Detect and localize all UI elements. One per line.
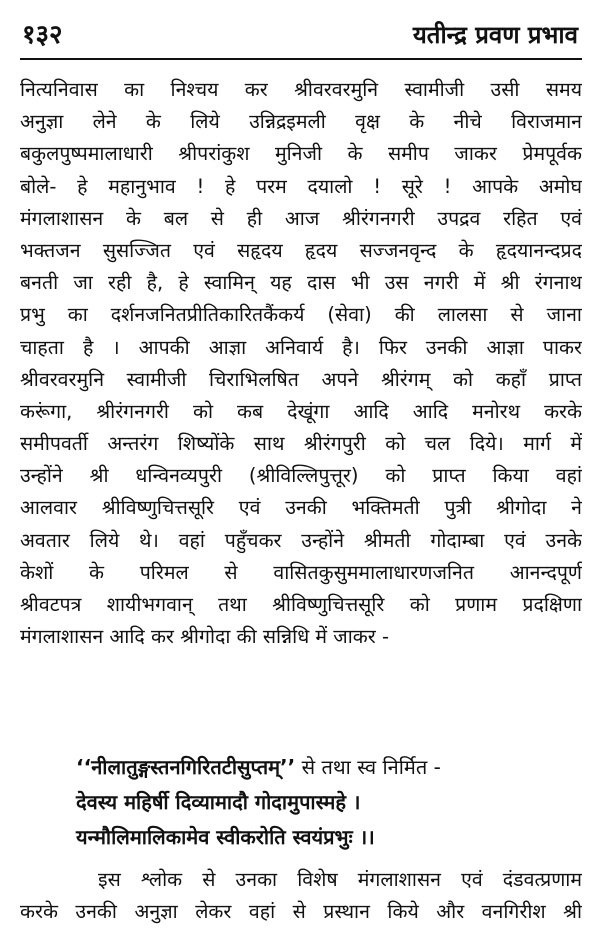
text-line: श्रीवटपत्र शायीभगवान् तथा श्रीविष्णुचित्तसूरि को प्रणाम प्रदक्षिणा: [20, 593, 582, 616]
text-line: आलवार श्रीविष्णुचित्तसूरि एवं उनकी भक्तिमती पुत्री श्रीगोदा ने: [20, 496, 582, 520]
text-line: समीपवर्ती अन्तरंग शिष्योंके साथ श्रीरंगपुरी को चल दिये। मार्ग में: [20, 432, 582, 456]
text-line: बनती जा रही है, हे स्वामिन् यह दास भी उस नगरी में श्री रंगनाथ: [20, 271, 582, 295]
text-line: प्रभु का दर्शनजनितप्रीतिकारितकैंकर्य (सेवा) की लालसा से जाना: [20, 303, 582, 327]
text-line: चाहता है । आपकी आज्ञा अनिवार्य है। फिर उनकी आज्ञा पाकर: [20, 335, 582, 359]
text-line: भक्तजन सुसज्जित एवं सहृदय हृदय सज्जनवृन्द के हृदयानन्दप्रद: [20, 238, 582, 262]
text-line: श्रीवरवरमुनि स्वामीजी चिराभिलषित अपने श्रीरंगम् को कहाँ प्राप्त: [20, 367, 582, 391]
header-rule: [20, 58, 582, 60]
shloka-block: [76, 750, 576, 855]
text-line: करके उनकी अनुज्ञा लेकर वहां से प्रस्थान किये और वनगिरीश श्री: [20, 900, 582, 924]
text-line: बकुलपुष्पमालाधारी श्रीपरांकुश मुनिजी के समीप जाकर प्रेमपूर्वक: [20, 142, 582, 166]
running-title: यतीन्द्र प्रवण प्रभाव: [412, 21, 578, 49]
text-line: इस श्लोक से उनका विशेष मंगलाशासन एवं दंडवत्प्रणाम: [98, 868, 582, 891]
text-line: उन्होंने श्री धन्विनव्यपुरी (श्रीविल्लिपुत्तूर) को प्राप्त किया वहां: [20, 464, 582, 488]
shloka-line-1-rest: से तथा स्व निर्मित -: [295, 755, 441, 779]
text-line: करूंगा, श्रीरंगनगरी को कब देखूंगा आदि आदि मनोरथ करके: [20, 399, 582, 423]
closing-paragraph: [20, 864, 582, 928]
body-paragraph: [20, 74, 582, 653]
shloka-line-1: [76, 750, 576, 785]
text-line: अवतार लिये थे। वहां पहुँचकर उन्होंने श्रीमती गोदाम्बा एवं उनके: [20, 528, 582, 552]
shloka-line-3: यन्मौलिमालिकामेव स्वीकरोति स्वयंप्रभुः ।।: [76, 825, 375, 849]
text-line-last: मंगलाशासन आदि कर श्रीगोदा की सन्निधि में जाकर -: [20, 625, 389, 649]
shloka-line-2: देवस्य महिर्षी दिव्यामादौ गोदामुपास्महे ।: [76, 790, 361, 814]
shloka-quote: ‘‘नीलातुङ्गस्तनगिरितटीसुप्तम्’’: [76, 755, 296, 779]
text-line: नित्यनिवास का निश्चय कर श्रीवरवरमुनि स्वामीजी उसी समय: [20, 78, 582, 101]
text-line: अनुज्ञा लेने के लिये उन्निद्रइमली वृक्ष के नीचे विराजमान: [20, 110, 582, 134]
page-number: १३२: [22, 20, 63, 50]
text-line: केशों के परिमल से वासितकुसुममालाधारणजनित आनन्दपूर्ण: [20, 560, 582, 584]
page-header: [0, 0, 600, 62]
text-line: बोले- हे महानुभाव ! हे परम दयालो ! सूरे ! आपके अमोघ: [20, 174, 582, 198]
text-line: मंगलाशासन के बल से ही आज श्रीरंगनगरी उपद्रव रहित एवं: [20, 206, 582, 230]
